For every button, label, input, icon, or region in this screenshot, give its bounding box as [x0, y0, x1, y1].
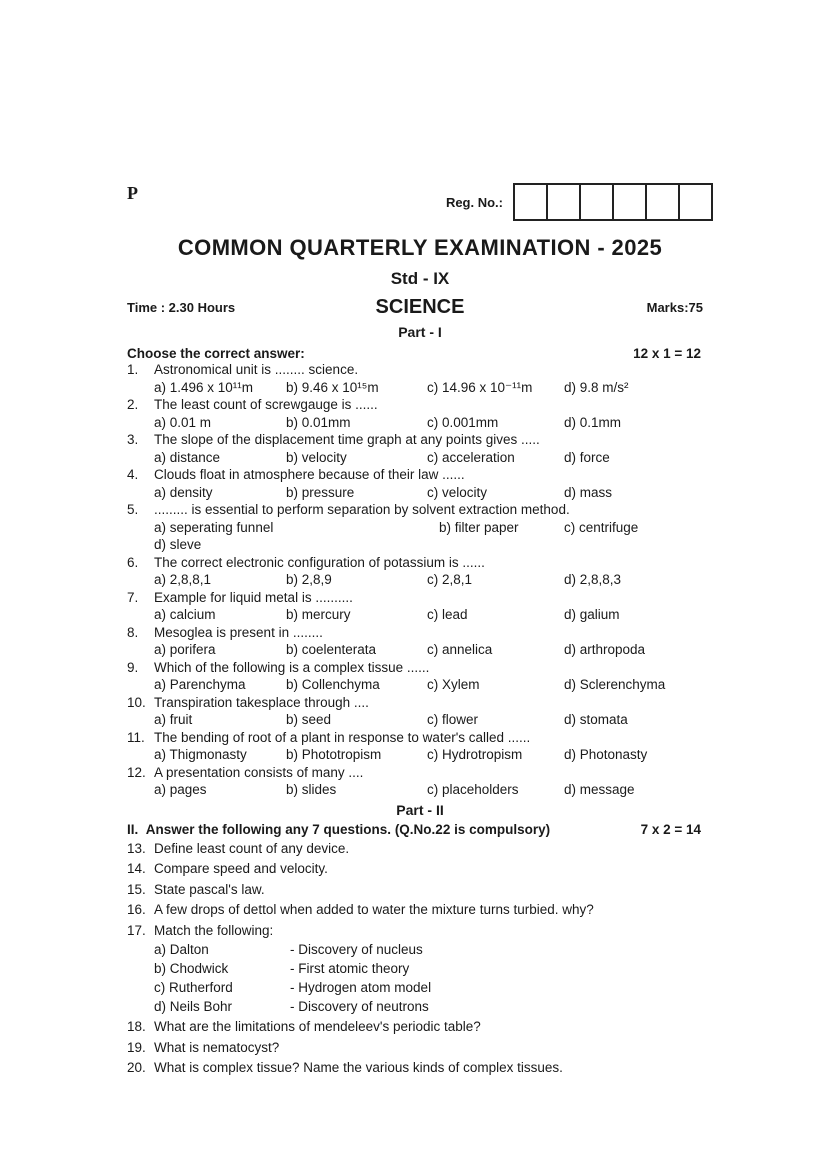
match-left: b) Chodwick — [154, 960, 229, 976]
question-text: Example for liquid metal is .......... — [154, 589, 353, 605]
match-right: - Discovery of nucleus — [290, 941, 423, 957]
part2-heading: Part - II — [396, 801, 444, 818]
question-text: ......... is essential to perform separation by solvent extraction method. — [154, 502, 570, 517]
option-b: b) 0.01mm — [286, 414, 351, 430]
question-number: 10. — [127, 694, 146, 710]
question-text: What are the limitations of mendeleev's periodic table? — [154, 1019, 481, 1034]
question-4 — [127, 466, 713, 501]
question-3 — [127, 431, 713, 466]
question-number: 20. — [127, 1060, 146, 1075]
question-9 — [127, 659, 713, 694]
question-number: 15. — [127, 881, 146, 897]
exam-subject: SCIENCE — [375, 296, 465, 318]
option-c: c) 0.001mm — [427, 414, 499, 430]
question-number: 18. — [127, 1019, 146, 1034]
reg-no-group — [446, 183, 713, 221]
reg-no-cell — [678, 185, 711, 219]
question-text: The slope of the displacement time graph at any points gives ..... — [154, 432, 540, 447]
part1-marks-scheme: 12 x 1 = 12 — [633, 346, 701, 361]
question-number: 16. — [127, 902, 146, 917]
question-text: A few drops of dettol when added to water the mixture turns turbied. why? — [154, 902, 594, 917]
question-text: The correct electronic configuration of potassium is ...... — [154, 554, 485, 570]
reg-no-cell — [612, 185, 645, 219]
option-d: d) galium — [564, 607, 620, 622]
question-text: Define least count of any device. — [154, 840, 350, 856]
reg-no-cell — [546, 185, 579, 219]
option-d: d) arthropoda — [564, 642, 646, 657]
question-number: 7. — [127, 589, 139, 605]
question-text: The bending of root of a plant in response to water's called ...... — [154, 729, 531, 745]
match-row-b — [154, 960, 713, 978]
question-number: 3. — [127, 432, 139, 447]
question-2 — [127, 396, 713, 431]
corner-letter: P — [127, 183, 138, 203]
question-number: 13. — [127, 840, 146, 856]
option-d: d) message — [564, 782, 635, 797]
question-number: 12. — [127, 764, 146, 780]
match-left: d) Neils Bohr — [154, 998, 233, 1014]
question-text: What is complex tissue? Name the various kinds of complex tissues. — [154, 1060, 563, 1075]
question-text: Which of the following is a complex tissue ...... — [154, 659, 430, 675]
question-number: 1. — [127, 362, 139, 377]
reg-no-label: Reg. No.: — [445, 194, 503, 210]
option-d: d) 2,8,8,3 — [564, 572, 622, 587]
option-c: c) lead — [427, 607, 468, 622]
reg-no-cell — [645, 185, 678, 219]
option-b: b) seed — [286, 712, 332, 727]
question-number: 9. — [127, 659, 139, 675]
question-7 — [127, 589, 713, 624]
question-text: Transpiration takesplace through .... — [154, 694, 369, 710]
option-c: c) placeholders — [427, 782, 519, 797]
part2-instruction-row — [127, 822, 713, 837]
question-10 — [127, 694, 713, 729]
option-b: b) coelenterata — [286, 642, 377, 657]
option-b: b) 9.46 x 10¹⁵m — [286, 379, 379, 395]
part2-instruction-text: Answer the following any 7 questions. (Q.No.22 is compulsory) — [145, 821, 551, 837]
match-right: - Discovery of neutrons — [290, 998, 429, 1014]
question-number: 5. — [127, 502, 139, 517]
question-1 — [127, 361, 713, 396]
question-text: A presentation consists of many .... — [154, 764, 364, 780]
exam-total-marks: Marks:75 — [646, 300, 703, 315]
question-8 — [127, 624, 713, 659]
option-a: a) Parenchyma — [154, 677, 246, 692]
question-text: State pascal's law. — [154, 881, 265, 897]
question-16 — [127, 901, 713, 919]
option-d: d) Photonasty — [564, 747, 648, 762]
question-text: Astronomical unit is ........ science. — [154, 362, 359, 377]
page-content — [127, 0, 713, 1077]
question-15 — [127, 881, 713, 899]
question-text: Clouds float in atmosphere because of their law ...... — [154, 467, 465, 482]
question-6 — [127, 554, 713, 589]
option-a: a) distance — [154, 449, 221, 465]
part1-instruction-row — [127, 346, 713, 361]
option-d: d) stomata — [564, 712, 628, 727]
option-d: d) sleve — [154, 537, 202, 552]
question-number: 14. — [127, 861, 146, 876]
option-b: b) Phototropism — [286, 747, 382, 762]
option-b: b) 2,8,9 — [286, 572, 332, 587]
option-c: c) Xylem — [427, 677, 480, 692]
question-number: 6. — [127, 554, 139, 570]
option-c: c) 2,8,1 — [427, 572, 473, 587]
question-text: Compare speed and velocity. — [154, 861, 328, 876]
exam-standard: Std - IX — [390, 269, 450, 288]
option-d: d) 9.8 m/s² — [564, 379, 629, 395]
option-b: b) filter paper — [439, 519, 519, 535]
option-c: c) 14.96 x 10⁻¹¹m — [427, 379, 533, 395]
option-b: b) Collenchyma — [286, 677, 380, 692]
reg-no-boxes — [513, 183, 713, 221]
option-a: a) 2,8,8,1 — [154, 572, 212, 587]
question-19 — [127, 1039, 713, 1057]
option-a: a) pages — [154, 782, 207, 797]
question-text: The least count of screwgauge is ...... — [154, 397, 378, 412]
option-b: b) velocity — [286, 449, 347, 465]
option-c: c) acceleration — [427, 449, 515, 465]
option-a: a) Thigmonasty — [154, 747, 247, 762]
option-a: a) calcium — [154, 607, 216, 622]
exam-title: COMMON QUARTERLY EXAMINATION - 2025 — [177, 235, 663, 260]
question-12 — [127, 764, 713, 799]
option-d: d) force — [564, 449, 610, 465]
option-a: a) seperating funnel — [154, 519, 274, 535]
option-c: c) annelica — [427, 642, 493, 657]
option-a: a) density — [154, 484, 213, 500]
reg-no-cell — [579, 185, 612, 219]
part2-questions — [127, 840, 713, 1078]
option-d: d) mass — [564, 484, 613, 500]
exam-meta-row — [127, 296, 713, 319]
option-c: c) velocity — [427, 484, 488, 500]
option-d: d) Sclerenchyma — [564, 677, 666, 692]
match-left: c) Rutherford — [154, 979, 233, 995]
match-row-c — [154, 979, 713, 997]
question-20 — [127, 1059, 713, 1077]
option-c: c) flower — [427, 712, 479, 727]
match-right: - Hydrogen atom model — [290, 979, 432, 995]
question-number: 8. — [127, 624, 139, 640]
part2-marks-scheme: 7 x 2 = 14 — [640, 821, 701, 837]
option-a: a) 1.496 x 10¹¹m — [154, 379, 254, 395]
question-5 — [127, 501, 713, 554]
option-b: b) mercury — [286, 607, 351, 622]
option-d: d) 0.1mm — [564, 414, 622, 430]
question-number: 2. — [127, 397, 139, 412]
part2-instruction — [127, 822, 550, 837]
match-right: - First atomic theory — [290, 960, 410, 976]
option-b: b) slides — [286, 782, 337, 797]
question-text: What is nematocyst? — [154, 1039, 280, 1055]
option-c: c) Hydrotropism — [427, 747, 523, 762]
option-a: a) porifera — [154, 642, 216, 657]
question-14 — [127, 860, 713, 878]
question-number: 19. — [127, 1039, 146, 1055]
question-18 — [127, 1018, 713, 1036]
match-row-d — [154, 998, 713, 1016]
question-text: Mesoglea is present in ........ — [154, 624, 323, 640]
match-left: a) Dalton — [154, 941, 209, 957]
question-text: Match the following: — [154, 922, 274, 938]
question-13 — [127, 840, 713, 858]
option-c: c) centrifuge — [564, 519, 639, 535]
option-a: a) 0.01 m — [154, 414, 212, 430]
exam-time: Time : 2.30 Hours — [127, 300, 236, 315]
question-17 — [127, 922, 713, 940]
part1-questions — [127, 361, 713, 799]
part2-instruction-number: II. — [127, 821, 139, 837]
question-11 — [127, 729, 713, 764]
question-number: 17. — [127, 922, 146, 938]
question-number: 11. — [127, 729, 145, 745]
question-number: 4. — [127, 467, 139, 482]
header-reg-row — [127, 183, 713, 221]
option-a: a) fruit — [154, 712, 193, 727]
option-b: b) pressure — [286, 484, 355, 500]
match-row-a — [154, 941, 713, 959]
part1-heading: Part - I — [398, 324, 442, 340]
part1-instruction: Choose the correct answer: — [127, 346, 305, 361]
reg-no-cell — [515, 185, 546, 219]
